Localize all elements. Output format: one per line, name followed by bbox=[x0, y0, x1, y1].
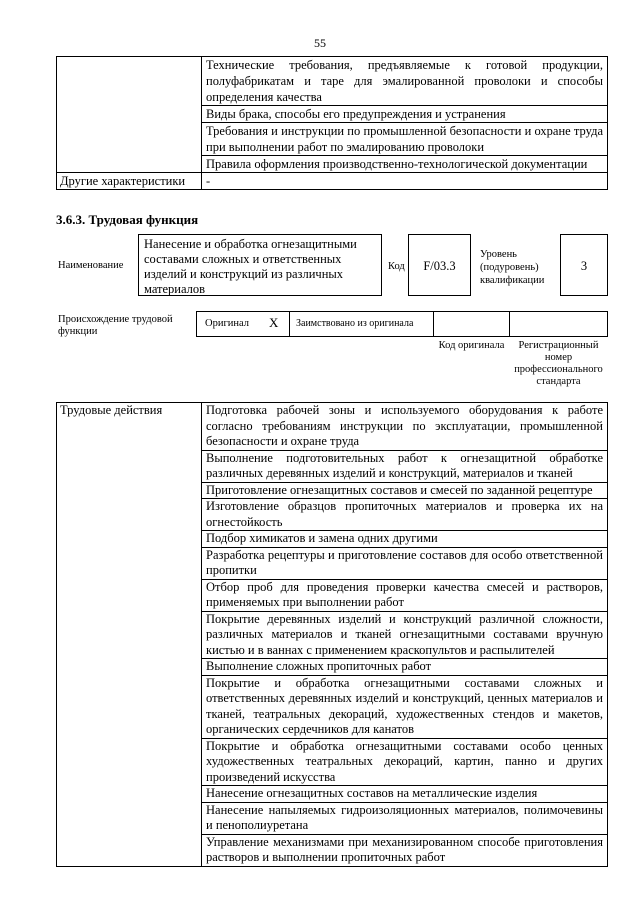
function-code: F/03.3 bbox=[423, 259, 456, 273]
labor-action-item: Нанесение напыляемых гидроизоляционных материалов, полимочевины и пенополиуретана bbox=[202, 802, 608, 834]
labor-action-item: Приготовление огнезащитных составов и смесей по заданной рецептуре bbox=[202, 482, 608, 499]
labor-action-item: Нанесение огнезащитных составов на металлические изделия bbox=[202, 786, 608, 803]
function-name-box bbox=[138, 234, 382, 296]
section-title: 3.6.3. Трудовая функция bbox=[56, 212, 199, 227]
borrowed-label: Заимствовано из оригинала bbox=[296, 318, 414, 329]
level-box bbox=[560, 234, 608, 296]
labor-action-item: Изготовление образцов пропиточных материалов и проверка их на огнестойкость bbox=[202, 499, 608, 531]
level-value: 3 bbox=[580, 259, 588, 273]
knowledge-item: Правила оформления производственно-технологической документации bbox=[202, 156, 608, 173]
knowledge-item: Технические требования, предъявляемые к готовой продукции, полуфабрикатам и таре для эмалированной проволоки и способы определения качества bbox=[202, 57, 608, 106]
level-label: Уровень (подуровень) квалификации bbox=[480, 249, 545, 286]
other-characteristics-label: Другие характеристики bbox=[57, 173, 202, 190]
code-box bbox=[408, 234, 471, 296]
labor-action-item: Подбор химикатов и замена одних другими bbox=[202, 531, 608, 548]
code-label: Код bbox=[388, 261, 405, 272]
labor-actions-label: Трудовые действия bbox=[57, 403, 202, 867]
labor-action-item: Выполнение сложных пропиточных работ bbox=[202, 659, 608, 676]
other-characteristics-value: - bbox=[202, 173, 608, 190]
borrowed-box bbox=[289, 311, 434, 337]
reg-number-box bbox=[509, 311, 608, 337]
origin-code-box bbox=[433, 311, 510, 337]
labor-action-item: Разработка рецептуры и приготовление составов для особо ответственной пропитки bbox=[202, 547, 608, 579]
labor-action-item: Отбор проб для проведения проверки качества смесей и растворов, применяемых при выполнении работ bbox=[202, 579, 608, 611]
labor-action-item: Подготовка рабочей зоны и используемого оборудования к работе согласно требованиям инструкции по эксплуатации, промышленной безопасности и охране труда bbox=[202, 403, 608, 451]
labor-action-item: Управление механизмами при механизированном способе приготовления растворов и выполнении пропиточных работ bbox=[202, 834, 608, 866]
original-mark: X bbox=[269, 315, 279, 330]
original-box bbox=[196, 311, 290, 337]
labor-actions-table bbox=[56, 402, 608, 867]
page-number: 55 bbox=[314, 36, 326, 50]
knowledge-table bbox=[56, 56, 608, 190]
labor-action-item: Покрытие и обработка огнезащитными составами особо ценных художественных театральных декораций, картин, панно и других произведений искусства bbox=[202, 738, 608, 786]
name-label: Наименование bbox=[58, 260, 124, 271]
origin-label: Происхождение трудовой функции bbox=[58, 314, 173, 337]
reg-number-caption: Регистрационный номер профессионального стандарта bbox=[514, 340, 603, 387]
knowledge-label-cell bbox=[57, 57, 202, 173]
origin-code-caption: Код оригинала bbox=[438, 340, 505, 351]
knowledge-item: Требования и инструкции по промышленной безопасности и охране труда при выполнении работ по эмалированию проволоки bbox=[202, 123, 608, 156]
labor-action-item: Выполнение подготовительных работ к огнезащитной обработке различных деревянных изделий и конструкций, материалов и тканей bbox=[202, 450, 608, 482]
labor-action-item: Покрытие деревянных изделий и конструкций различной сложности, различных материалов и тканей огнезащитными составами вручную кистью и в ваннах с применением краскопультов и распылителей bbox=[202, 611, 608, 659]
original-label: Оригинал bbox=[205, 318, 249, 329]
function-name: Нанесение и обработка огнезащитными составами сложных и ответственных изделий и конструкций из различных материалов bbox=[144, 237, 357, 296]
knowledge-item: Виды брака, способы его предупреждения и устранения bbox=[202, 106, 608, 123]
labor-action-item: Покрытие и обработка огнезащитными составами сложных и ответственных деревянных изделий и конструкций, ценных материалов и тканей, театральных декораций, художественных стендов и макетов, органических сердечников для канатов bbox=[202, 675, 608, 738]
